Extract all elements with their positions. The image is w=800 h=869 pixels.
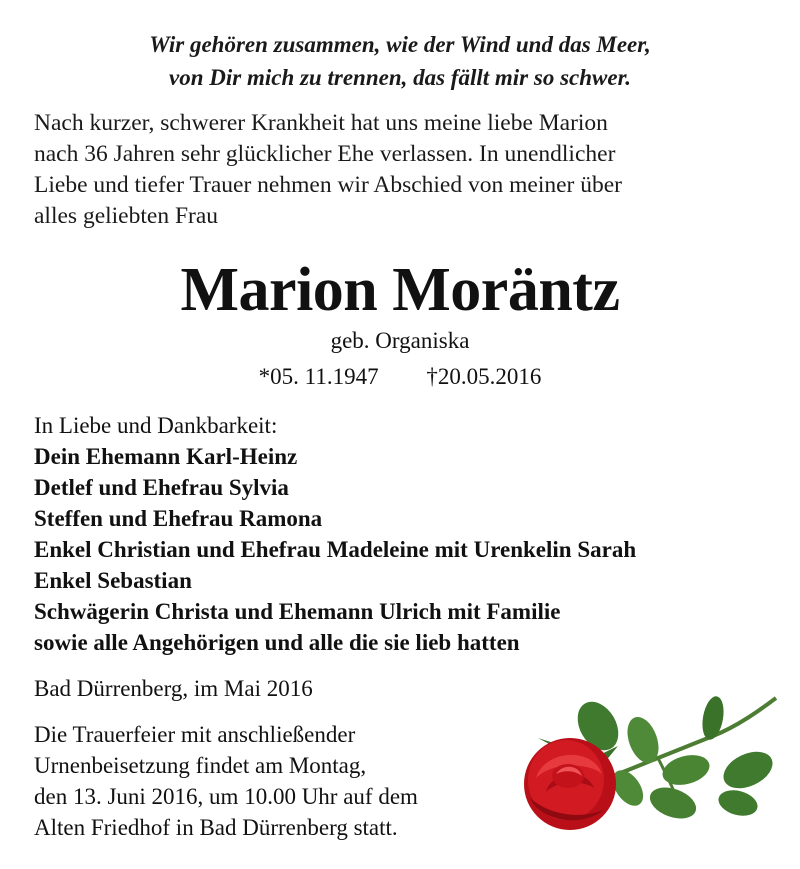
rose-image [508,688,788,838]
intro-line: nach 36 Jahren sehr glücklicher Ehe verlassen. In unendlicher [34,141,616,167]
motto-verse [0,28,800,94]
mourner-line: Enkel Sebastian [34,568,192,593]
place-and-date: Bad Dürrenberg, im Mai 2016 [34,676,313,701]
mourner-line: Schwägerin Christa und Ehemann Ulrich mit Familie [34,599,561,624]
death-date: †20.05.2016 [426,364,542,389]
intro-line: Nach kurzer, schwerer Krankheit hat uns meine liebe Marion [34,110,608,136]
motto-line: von Dir mich zu trennen, das fällt mir so schwer. [169,65,631,90]
intro-text [34,108,774,232]
funeral-service-info [34,719,514,843]
birth-date: *05. 11.1947 [258,364,379,389]
deceased-name: Marion Moräntz [180,256,620,324]
mourner-line: Enkel Christian und Ehefrau Madeleine mit Urenkelin Sarah [34,537,637,562]
life-dates [0,362,800,392]
intro-line: Liebe und tiefer Trauer nehmen wir Abschied von meiner über [34,172,622,198]
service-line: Die Trauerfeier mit anschließender [34,722,356,747]
service-line: Urnenbeisetzung findet am Montag, [34,753,367,778]
intro-line: alles geliebten Frau [34,203,219,229]
motto-line: Wir gehören zusammen, wie der Wind und das Meer, [149,32,651,57]
mourner-line: Dein Ehemann Karl-Heinz [34,444,298,469]
mourners-heading: In Liebe und Dankbarkeit: [34,413,278,438]
service-line: den 13. Juni 2016, um 10.00 Uhr auf dem [34,784,418,809]
mourner-line: Steffen und Ehefrau Ramona [34,506,323,531]
maiden-name: geb. Organiska [330,328,470,353]
mourners-list [34,410,794,658]
service-line: Alten Friedhof in Bad Dürrenberg statt. [34,815,398,840]
mourner-line: Detlef und Ehefrau Sylvia [34,475,289,500]
mourner-line: sowie alle Angehörigen und alle die sie lieb hatten [34,630,520,655]
